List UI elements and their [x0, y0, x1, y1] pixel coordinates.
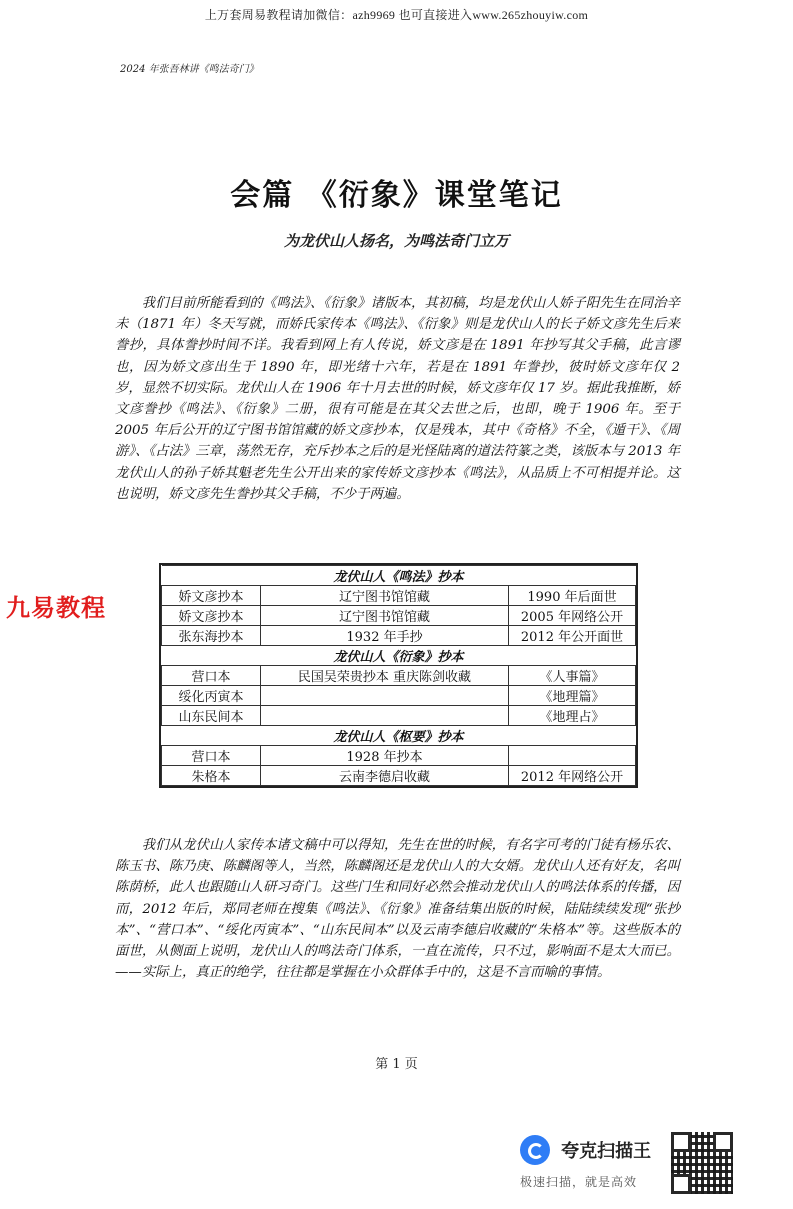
table-cell: 2012 年公开面世 — [509, 626, 636, 646]
section-heading-yanxiang: 龙伏山人《衍象》抄本 — [162, 646, 636, 666]
table-cell: 营口本 — [162, 746, 261, 766]
table-cell: 1928 年抄本 — [261, 746, 509, 766]
section-heading-shuyao: 龙伏山人《枢要》抄本 — [162, 726, 636, 746]
table-row — [162, 606, 636, 626]
table-cell — [509, 746, 636, 766]
header-note: 2024 年张吾林讲《鸣法奇门》 — [120, 64, 259, 75]
table-row — [162, 766, 636, 786]
page-number: 第 1 页 — [375, 1057, 418, 1072]
scanner-name: 夸克扫描王 — [561, 1141, 652, 1162]
table-cell: 1990 年后面世 — [509, 586, 636, 606]
table-cell: 《人事篇》 — [509, 666, 636, 686]
table-cell: 辽宁图书馆馆藏 — [261, 586, 509, 606]
table-row — [162, 666, 636, 686]
top-banner: 上万套周易教程请加微信：azh9969 也可直接进入www.265zhouyiw.com — [204, 8, 589, 22]
body-paragraph: 我们目前所能看到的《鸣法》、《衍象》诸版本，其初稿，均是龙伏山人娇子阳先生在同治辛未（1871 年）冬天写就，而娇氏家传本《鸣法》、《衍象》则是龙伏山人的长子娇文彦先生后来誊抄，具体誊抄时间不详。我看到网上有人传说，娇文彦是在 1891 年抄写其父手稿，此言谬也，因为娇文彦出生于 1890 年，即光绪十六年，若是在 1891 年誊抄，彼时娇文彦年仅 2 岁，显然不切实际。龙伏山人在 1906 年十月去世的时候，娇文彦年仅 17 岁。据此我推断，娇文彦誊抄《鸣法》、《衍象》二册，很有可能是在其父去世之后，也即，晚于 1906 年。至于 2005 年后公开的辽宁图书馆馆藏的娇文彦抄本，仅是残本，其中《奇格》不全，《遁干》、《周游》、《占法》三章，荡然无存，充斥抄本之后的是光怪陆离的道法符篆之类，该版本与 2013 年龙伏山人的孙子娇其魁老先生公开出来的家传娇文彦抄本《鸣法》，从品质上不可相提并论。这也说明，娇文彦先生誊抄其父手稿，不少于两遍。 — [115, 296, 680, 502]
table-cell — [261, 706, 509, 726]
document-subtitle: 为龙伏山人扬名，为鸣法奇门立万 — [283, 232, 509, 250]
table-section-heading — [162, 646, 636, 666]
table-cell: 山东民间本 — [162, 706, 261, 726]
table-cell: 2012 年网络公开 — [509, 766, 636, 786]
manuscript-table — [159, 563, 638, 788]
table-row — [162, 686, 636, 706]
table-cell: 张东海抄本 — [162, 626, 261, 646]
table-row — [162, 586, 636, 606]
scanner-badge — [520, 1135, 670, 1190]
table-row — [162, 706, 636, 726]
document-title: 会篇 《衍象》课堂笔记 — [230, 178, 563, 213]
table-cell — [261, 686, 509, 706]
qr-code-icon — [671, 1132, 733, 1194]
table-cell: 绥化丙寅本 — [162, 686, 261, 706]
section-heading-mingfa: 龙伏山人《鸣法》抄本 — [162, 566, 636, 586]
body-paragraph: 我们从龙伏山人家传本诸文稿中可以得知，先生在世的时候，有名字可考的门徒有杨乐农、陈玉书、陈乃庚、陈麟阁等人，当然，陈麟阁还是龙伏山人的大女婿。龙伏山人还有好友，名叫陈荫桥，此人也跟随山人研习奇门。这些门生和同好必然会推动龙伏山人的鸣法体系的传播，因而，2012 年后，郑同老师在搜集《鸣法》、《衍象》准备结集出版的时候，陆陆续续发现“张抄本”、“营口本”、“绥化丙寅本”、“山东民间本”以及云南李德启收藏的“朱格本”等。这些版本的面世，从侧面上说明，龙伏山人的鸣法奇门体系，一直在流传，只不过，影响面不是太大而已。——实际上，真正的绝学，往往都是掌握在小众群体手中的，这是不言而喻的事情。 — [115, 838, 680, 981]
table-cell: 朱格本 — [162, 766, 261, 786]
scanner-slogan: 极速扫描，就是高效 — [520, 1175, 638, 1189]
table-cell: 1932 年手抄 — [261, 626, 509, 646]
table-cell: 《地理占》 — [509, 706, 636, 726]
table-cell: 云南李德启收藏 — [261, 766, 509, 786]
table-section-heading — [162, 566, 636, 586]
table-cell: 娇文彦抄本 — [162, 586, 261, 606]
scanner-logo-icon — [520, 1135, 550, 1165]
table-cell: 2005 年网络公开 — [509, 606, 636, 626]
table-cell: 辽宁图书馆馆藏 — [261, 606, 509, 626]
table-section-heading — [162, 726, 636, 746]
table-cell: 营口本 — [162, 666, 261, 686]
table-cell: 娇文彦抄本 — [162, 606, 261, 626]
table-cell: 《地理篇》 — [509, 686, 636, 706]
watermark-text: 九易教程 — [6, 594, 106, 622]
table-row — [162, 746, 636, 766]
table-row — [162, 626, 636, 646]
table-cell: 民国吴荣贵抄本 重庆陈剑收藏 — [261, 666, 509, 686]
